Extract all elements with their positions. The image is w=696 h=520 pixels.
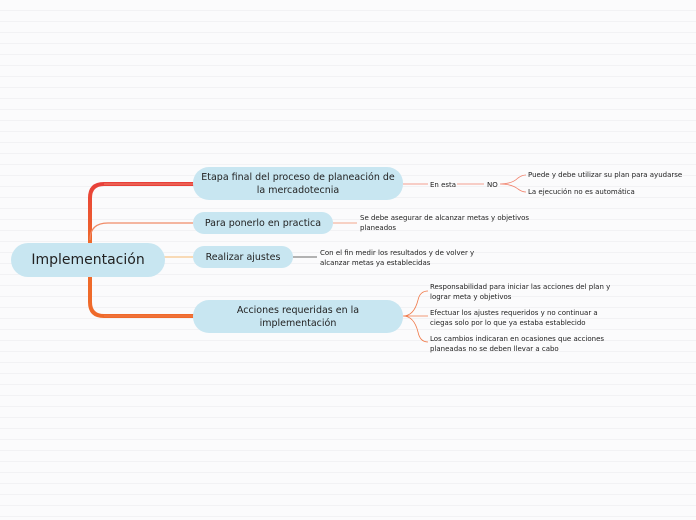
topic-en-esta[interactable]: En esta xyxy=(430,181,457,189)
topic-asegurar-metas[interactable]: Se debe asegurar de alcanzar metas y objetivos planeados xyxy=(360,214,530,232)
trunk-connector-lower xyxy=(90,276,193,316)
acciones-to-items-line xyxy=(403,291,428,342)
topic-medir-resultados[interactable]: Con el fin medir los resultados y de volver y alcanzar metas ya establecidas xyxy=(320,249,475,267)
root-node-label: Implementación xyxy=(31,252,145,268)
branch-node-label: Acciones requeridas en la implementación xyxy=(236,304,360,329)
topic-responsabilidad[interactable]: Responsabilidad para iniciar las acciones del plan y lograr meta y objetivos xyxy=(430,283,611,301)
branch-node-etapa-final[interactable] xyxy=(193,167,403,200)
root-node-implementacion[interactable] xyxy=(11,243,165,277)
branch-node-label: Etapa final del proceso de planeación de la mercadotecnia xyxy=(201,171,395,196)
topic-puede-y-debe[interactable]: Puede y debe utilizar su plan para ayudarse xyxy=(528,171,683,179)
branch-node-acciones-requeridas[interactable] xyxy=(193,300,403,333)
branch-node-realizar-ajustes[interactable] xyxy=(193,246,293,268)
branch-node-label: Realizar ajustes xyxy=(205,251,281,263)
topic-ejecucion[interactable]: La ejecución no es automática xyxy=(528,188,635,196)
trunk-connector xyxy=(90,184,193,244)
no-to-items-line xyxy=(500,175,526,192)
branch-connector-practica xyxy=(90,223,193,240)
topic-cambios[interactable]: Los cambios indicaran en ocasiones que acciones planeadas no se deben llevar a cabo xyxy=(430,335,605,353)
topic-no[interactable]: NO xyxy=(487,181,498,189)
branch-node-label: Para ponerlo en practica xyxy=(204,217,322,229)
topic-efectuar-ajustes[interactable]: Efectuar los ajustes requeridos y no continuar a ciegas solo por lo que ya estaba establecido xyxy=(430,309,598,327)
branch-node-para-ponerlo[interactable] xyxy=(193,212,333,234)
